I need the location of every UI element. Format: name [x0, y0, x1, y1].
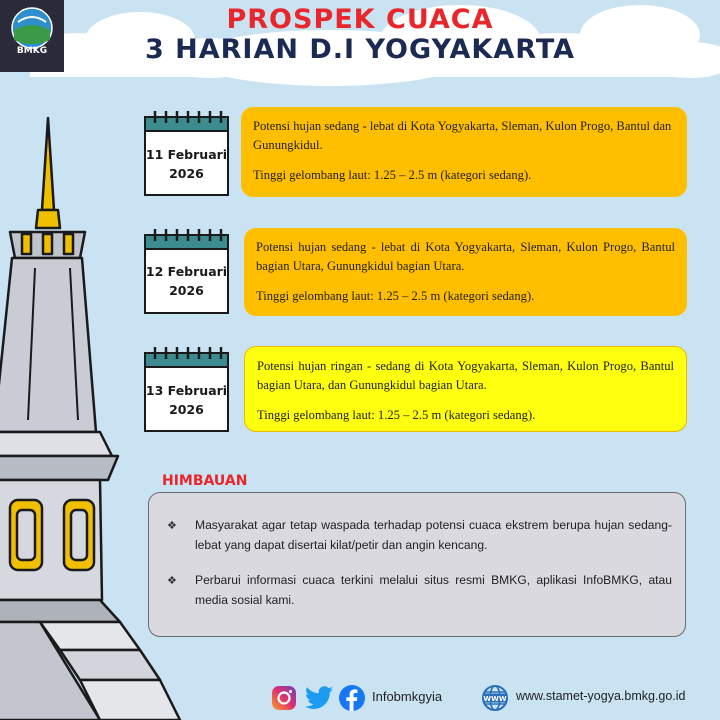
- twitter-icon[interactable]: [303, 683, 335, 713]
- bullet-diamond-icon: ❖: [167, 575, 177, 587]
- facebook-icon[interactable]: [338, 683, 366, 713]
- advisory-box: [148, 492, 686, 637]
- forecast-weather-text: Potensi hujan ringan - sedang di Kota Yogyakarta, Sleman, Kulon Progo, Bantul bagian Utara, dan Gunungkidul bagian Utara.: [257, 359, 674, 392]
- globe-icon: [480, 683, 510, 713]
- bullet-diamond-icon: ❖: [167, 520, 177, 532]
- title-line2: 3 HARIAN D.I YOGYAKARTA: [144, 34, 576, 65]
- forecast-card-2: [244, 228, 687, 316]
- title-line1: PROSPEK CUACA: [226, 4, 494, 35]
- forecast-date-2: 12 Februari 2026: [145, 264, 228, 298]
- advisory-item: ❖ Perbarui informasi cuaca terkini melalui situs resmi BMKG, aplikasi InfoBMKG, atau media sosial kami.: [167, 573, 672, 607]
- forecast-weather-text: Potensi hujan sedang - lebat di Kota Yogyakarta, Sleman, Kulon Progo, Bantul dan Gunungkidul.: [253, 119, 672, 152]
- advisory-item: ❖ Masyarakat agar tetap waspada terhadap potensi cuaca ekstrem berupa hujan sedang-lebat yang dapat disertai kilat/petir dan angin kencang.: [167, 518, 672, 552]
- forecast-card-1: [241, 107, 687, 197]
- logo-label: BMKG: [16, 46, 48, 56]
- forecast-weather-text: Potensi hujan sedang - lebat di Kota Yogyakarta, Sleman, Kulon Progo, Bantul bagian Utara, Gunungkidul bagian Utara.: [256, 240, 675, 273]
- forecast-wave-text: Tinggi gelombang laut: 1.25 – 2.5 m (kategori sedang).: [256, 289, 535, 303]
- forecast-card-3: [244, 346, 687, 432]
- svg-text:WWW: WWW: [483, 695, 507, 703]
- instagram-icon[interactable]: [270, 683, 298, 713]
- forecast-wave-text: Tinggi gelombang laut: 1.25 – 2.5 m (kategori sedang).: [253, 168, 532, 182]
- social-handle[interactable]: Infobmkgyia: [372, 689, 443, 704]
- forecast-date-3: 13 Februari 2026: [145, 383, 228, 417]
- forecast-date-1: 11 Februari 2026: [145, 147, 228, 181]
- advisory-title: HIMBAUAN: [162, 473, 248, 489]
- website-link[interactable]: www.stamet-yogya.bmkg.go.id: [516, 689, 686, 703]
- forecast-wave-text: Tinggi gelombang laut: 1.25 – 2.5 m (kategori sedang).: [257, 408, 536, 422]
